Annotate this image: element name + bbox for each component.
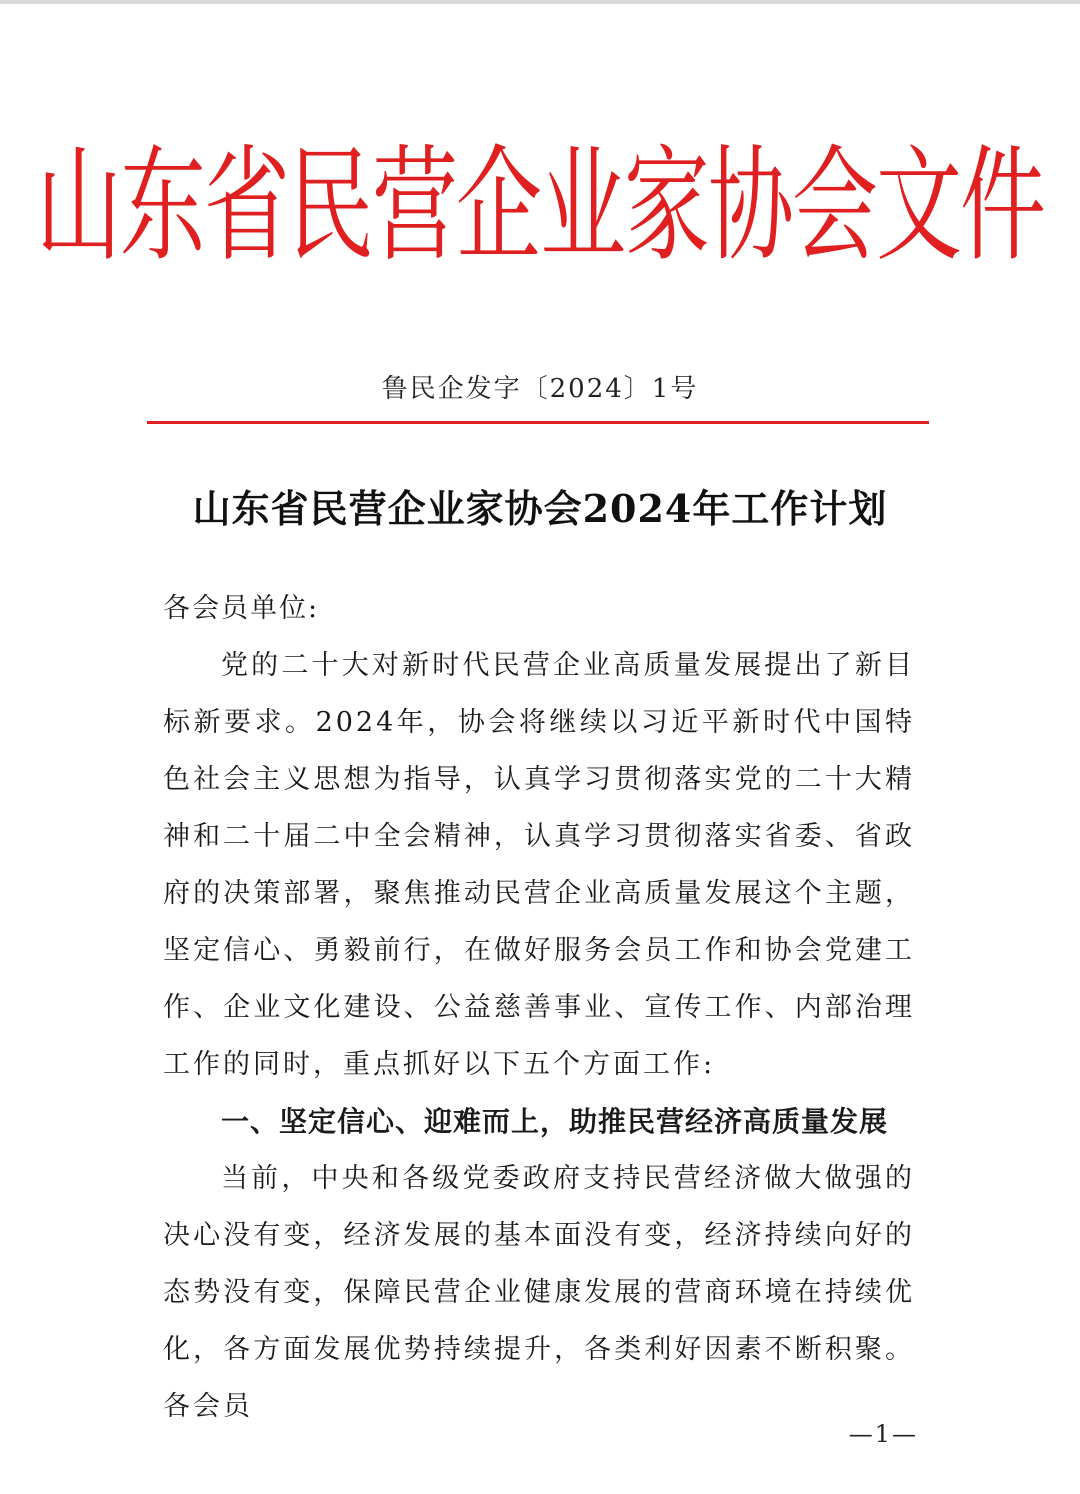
section-heading-1: 一、坚定信心、迎难而上，助推民营经济高质量发展 (221, 1105, 889, 1138)
salutation: 各会员单位: (163, 593, 320, 624)
document-title: 山东省民营企业家协会2024年工作计划 (192, 486, 888, 531)
body-paragraph-1: 党的二十大对新时代民营企业高质量发展提出了新目标新要求。2024年，协会将继续以习近平新时代中国特色社会主义思想为指导，认真学习贯彻落实党的二十大精神和二十届二中全会精神，认真学习贯彻落实省委、省政府的决策部署，聚焦推动民营企业高质量发展这个主题，坚定信心、勇毅前行，在做好服务会员工作和协会党建工作、企业文化建设、公益慈善事业、宣传工作、内部治理工作的同时，重点抓好以下五个方面工作: (163, 650, 915, 1080)
body-paragraph-2: 当前，中央和各级党委政府支持民营经济做大做强的决心没有变，经济发展的基本面没有变，经济持续向好的态势没有变，保障民营企业健康发展的营商环境在持续优化，各方面发展优势持续提升，各类利好因素不断积聚。各会员 (163, 1163, 915, 1422)
page-number: —1— (848, 1420, 918, 1448)
document-masthead (36, 120, 1044, 280)
document-number: 鲁民企发字〔2024〕1号 (381, 374, 699, 404)
top-divider (0, 0, 1080, 4)
red-separator-line (147, 421, 929, 424)
masthead-text: 山东省民营企业家协会文件 (36, 134, 1044, 280)
document-body (163, 580, 915, 1435)
